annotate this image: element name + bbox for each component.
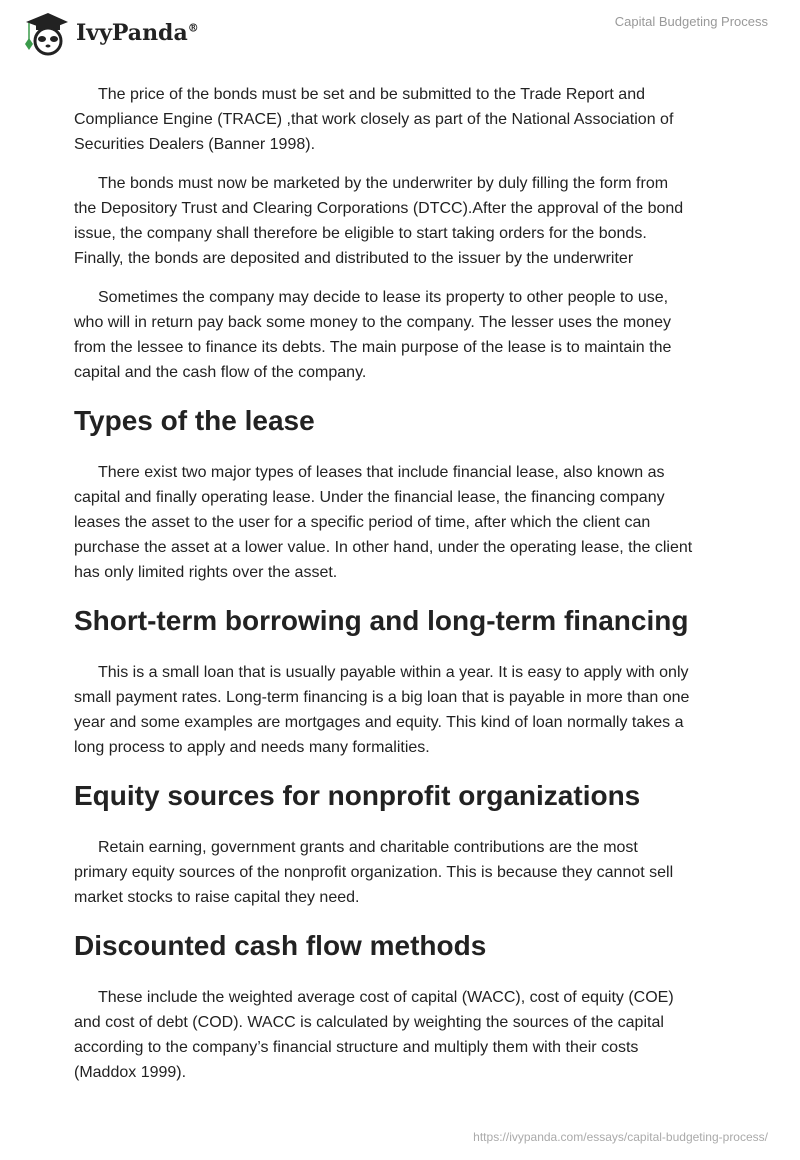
section-heading: Equity sources for nonprofit organizations bbox=[74, 780, 641, 811]
registered-mark: ® bbox=[187, 21, 199, 35]
paragraph-line: the Depository Trust and Clearing Corporations (DTCC).After the approval of the bond bbox=[74, 200, 684, 217]
paragraph-line: has only limited rights over the asset. bbox=[74, 564, 338, 581]
paragraph-line: Securities Dealers (Banner 1998). bbox=[74, 136, 316, 153]
paragraph-line: (Maddox 1999). bbox=[74, 1064, 187, 1081]
paragraph bbox=[74, 660, 754, 760]
paragraph bbox=[74, 835, 754, 910]
paragraph-line: Finally, the bonds are deposited and distributed to the issuer by the underwriter bbox=[74, 250, 634, 267]
paragraph-line: Retain earning, government grants and charitable contributions are the most bbox=[98, 839, 638, 856]
paragraph bbox=[74, 285, 754, 385]
section-heading: Short-term borrowing and long-term financing bbox=[74, 605, 689, 636]
paragraph-line: year and some examples are mortgages and equity. This kind of loan normally takes a bbox=[74, 714, 684, 731]
paragraph-line: issue, the company shall therefore be eligible to start taking orders for the bonds. bbox=[74, 225, 647, 242]
paragraph-line: Sometimes the company may decide to lease its property to other people to use, bbox=[98, 289, 669, 306]
paragraph bbox=[74, 82, 754, 157]
paragraph-line: These include the weighted average cost of capital (WACC), cost of equity (COE) bbox=[98, 989, 674, 1006]
paragraph-line: capital and finally operating lease. Under the financial lease, the financing company bbox=[74, 489, 665, 506]
paragraph bbox=[74, 460, 754, 585]
section-heading: Discounted cash flow methods bbox=[74, 930, 487, 961]
paragraph bbox=[74, 171, 754, 271]
paragraph-line: This is a small loan that is usually payable within a year. It is easy to apply with only bbox=[98, 664, 689, 681]
paragraph-line: The bonds must now be marketed by the underwriter by duly filling the form from bbox=[98, 175, 669, 192]
paragraph-line: from the lessee to finance its debts. The main purpose of the lease is to maintain the bbox=[74, 339, 672, 356]
document-title: Capital Budgeting Process bbox=[614, 14, 768, 29]
paragraph bbox=[74, 985, 754, 1085]
paragraph-line: according to the company’s financial structure and multiply them with their costs bbox=[74, 1039, 639, 1056]
paragraph-line: Compliance Engine (TRACE) ,that work closely as part of the National Association of bbox=[74, 111, 674, 128]
paragraph-line: capital and the cash flow of the company. bbox=[74, 364, 367, 381]
panda-logo-icon bbox=[20, 10, 70, 56]
source-url[interactable]: https://ivypanda.com/essays/capital-budgeting-process/ bbox=[473, 1130, 768, 1144]
paragraph-line: small payment rates. Long-term financing is a big loan that is payable in more than one bbox=[74, 689, 690, 706]
paragraph-line: There exist two major types of leases that include financial lease, also known as bbox=[98, 464, 665, 481]
paragraph-line: purchase the asset at a lower value. In other hand, under the operating lease, the client bbox=[74, 539, 693, 556]
paragraph-line: The price of the bonds must be set and be submitted to the Trade Report and bbox=[98, 86, 645, 103]
logo[interactable] bbox=[20, 10, 199, 56]
essay-content bbox=[74, 82, 754, 1099]
paragraph-line: who will in return pay back some money to the company. The lesser uses the money bbox=[74, 314, 672, 331]
logo-text: IvyPanda bbox=[76, 20, 188, 46]
paragraph-line: leases the asset to the user for a specific period of time, after which the client can bbox=[74, 514, 651, 531]
paragraph-line: market stocks to raise capital they need. bbox=[74, 889, 360, 906]
paragraph-line: and cost of debt (COD). WACC is calculated by weighting the sources of the capital bbox=[74, 1014, 664, 1031]
paragraph-line: long process to apply and needs many formalities. bbox=[74, 739, 430, 756]
paragraph-line: primary equity sources of the nonprofit organization. This is because they cannot sell bbox=[74, 864, 674, 881]
section-heading: Types of the lease bbox=[74, 405, 315, 436]
header bbox=[0, 0, 800, 60]
